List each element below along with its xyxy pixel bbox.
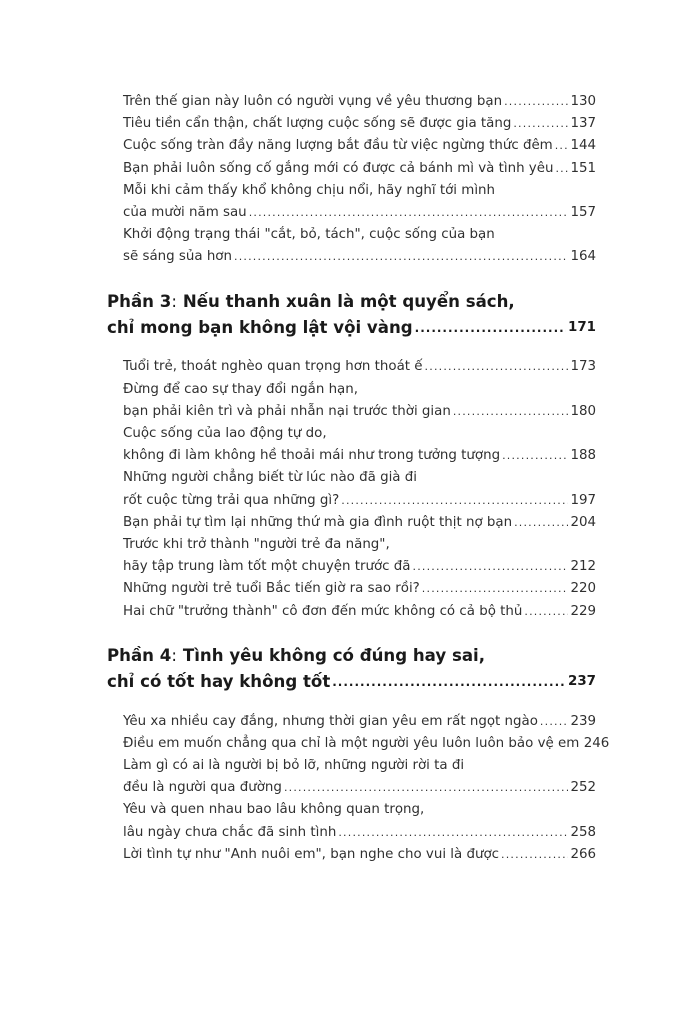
toc-entry-line1[interactable]: Đừng để cao sự thay đổi ngắn hạn, [123, 381, 359, 397]
toc-entry[interactable]: Lời tình tự như "Anh nuôi em", bạn nghe cho vui là được ..... 266 [123, 844, 596, 866]
part-4-heading[interactable]: Phần 4 : Tình yêu không có đúng hay sai, chỉ có tốt hay không tốt ..... 237 [107, 643, 596, 695]
toc-entry-line1[interactable]: Làm gì có ai là người bị bỏ lỡ, những người rời ta đi [123, 758, 465, 774]
toc-entry-line2[interactable]: hãy tập trung làm tốt một chuyện trước đã ..... 212 [123, 556, 596, 578]
part-3-heading[interactable]: Phần 3 : Nếu thanh xuân là một quyển sách, chỉ mong bạn không lật vội vàng ..... 171 [107, 289, 596, 341]
toc-entry-line2[interactable]: bạn phải kiên trì và phải nhẫn nại trước thời gian ..... 180 [123, 401, 596, 423]
toc-entry[interactable]: Yêu xa nhiều cay đắng, nhưng thời gian yêu em rất ngọt ngào ..... 239 [123, 711, 596, 733]
toc-entry-line1[interactable]: Trước khi trở thành "người trẻ đa năng", [123, 536, 390, 552]
toc-entry-line2[interactable]: sẽ sáng sủa hơn ..... 164 [123, 246, 596, 268]
toc-entry[interactable]: Bạn phải luôn sống cố gắng mới có được cả bánh mì và tình yêu ..... 151 [123, 158, 596, 180]
toc-entry[interactable]: Bạn phải tự tìm lại những thứ mà gia đình ruột thịt nợ bạn ..... 204 [123, 512, 596, 534]
toc-entry-line2[interactable]: lâu ngày chưa chắc đã sinh tình ..... 258 [123, 822, 596, 844]
toc-entry[interactable]: Điều em muốn chẳng qua chỉ là một người yêu luôn luôn bảo vệ em 246 [123, 735, 610, 751]
toc-group-3 [123, 711, 610, 866]
toc-entry[interactable]: Tuổi trẻ, thoát nghèo quan trọng hơn thoát ế ..... 173 [123, 357, 596, 379]
toc-entry[interactable]: Tiêu tiền cẩn thận, chất lượng cuộc sống sẽ được gia tăng ..... 137 [123, 113, 596, 135]
toc-group-1 [123, 91, 596, 269]
toc-entry[interactable]: Cuộc sống tràn đầy năng lượng bắt đầu từ việc ngừng thức đêm ..... 144 [123, 135, 596, 157]
toc-entry[interactable]: Hai chữ "trưởng thành" cô đơn đến mức không có cả bộ thủ ..... 229 [123, 601, 596, 623]
toc-entry-line2[interactable]: đều là người qua đường ..... 252 [123, 777, 596, 799]
toc-entry-line1[interactable]: Mỗi khi cảm thấy khổ không chịu nổi, hãy nghĩ tới mình [123, 182, 496, 198]
toc-entry-line1[interactable]: Cuộc sống của lao động tự do, [123, 426, 327, 442]
toc-entry-line2[interactable]: rốt cuộc từng trải qua những gì? ..... 197 [123, 490, 596, 512]
toc-entry-line1[interactable]: Những người chẳng biết từ lúc nào đã già đi [123, 470, 417, 486]
toc-entry[interactable]: Trên thế gian này luôn có người vụng về yêu thương bạn ..... 130 [123, 91, 596, 113]
toc-entry-line2[interactable]: của mười năm sau ..... 157 [123, 202, 596, 224]
toc-entry-line1[interactable]: Yêu và quen nhau bao lâu không quan trọng, [123, 802, 425, 818]
toc-entry-line2[interactable]: không đi làm không hề thoải mái như trong tưởng tượng ..... 188 [123, 445, 596, 467]
toc-entry-line1[interactable]: Khởi động trạng thái "cắt, bỏ, tách", cuộc sống của bạn [123, 227, 495, 243]
toc-entry[interactable]: Những người trẻ tuổi Bắc tiến giờ ra sao rồi? ..... 220 [123, 578, 596, 600]
toc-group-2 [123, 357, 596, 623]
